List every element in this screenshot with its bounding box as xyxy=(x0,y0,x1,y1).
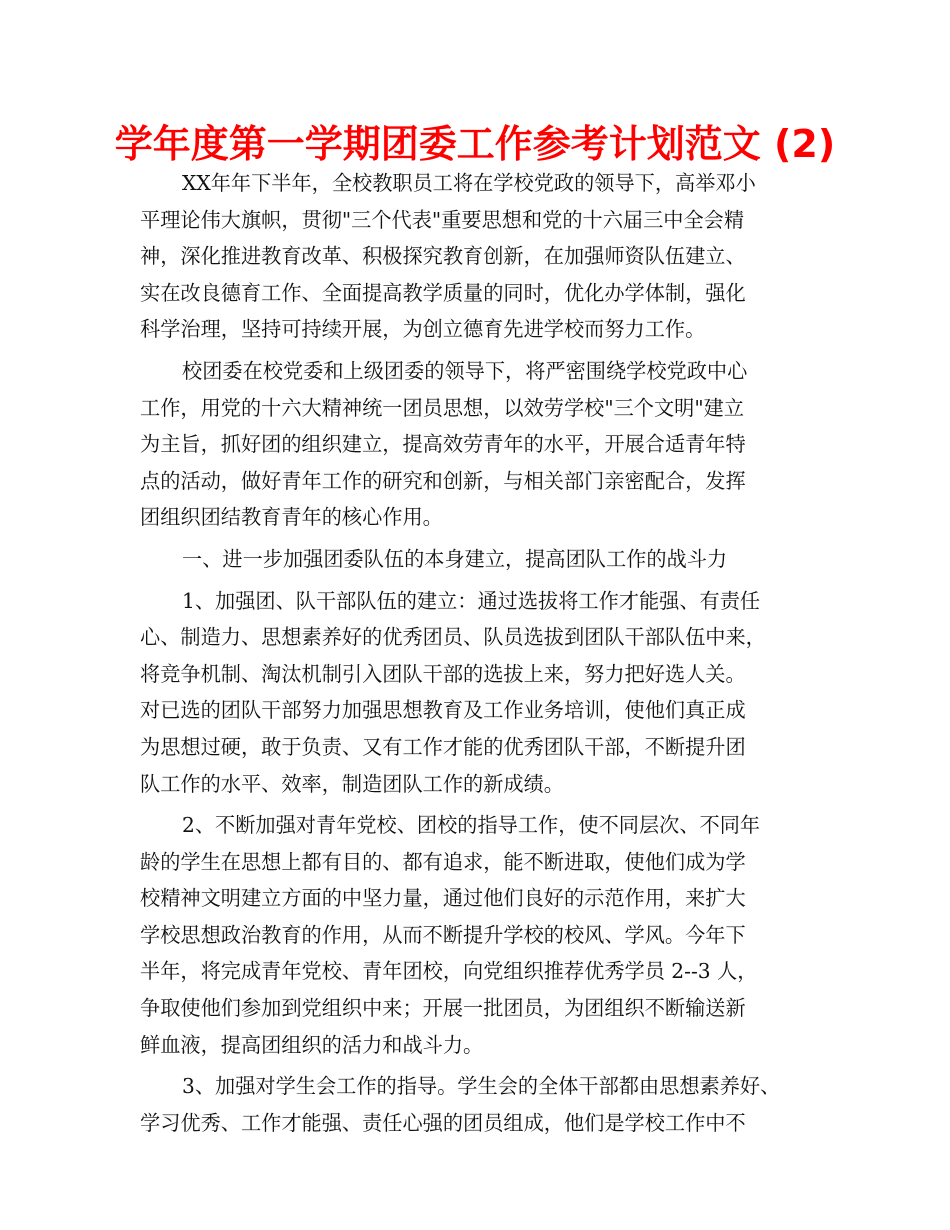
text-line: 将竞争机制、淘汰机制引入团队干部的选拔上来，努力把好选人关。 xyxy=(140,661,746,686)
text-line: 2、不断加强对青年党校、团校的指导工作，使不同层次、不同年 xyxy=(182,813,761,838)
text-line: XX年年下半年，全校教职员工将在学校党政的领导下，高举邓小 xyxy=(182,171,756,195)
paragraph-item-3 xyxy=(140,1068,810,1141)
text-line: 3、加强对学生会工作的指导。学生会的全体干部都由思想素养好、 xyxy=(182,1074,781,1099)
paragraph-item-2 xyxy=(140,807,810,1063)
text-line: 学习优秀、工作才能强、责任心强的团员组成，他们是学校工作中不 xyxy=(140,1110,746,1135)
text-line: 神，深化推进教育改革、积极探究教育创新，在加强师资队伍建立、 xyxy=(140,244,746,269)
text-line: 1、加强团、队干部队伍的建立：通过选拔将工作才能强、有责任 xyxy=(182,588,761,613)
text-line: 队工作的水平、效率，制造团队工作的新成绩。 xyxy=(140,771,564,796)
text-line: 争取使他们参加到党组织中来；开展一批团员，为团组织不断输送新 xyxy=(140,996,746,1021)
text-line: 实在改良德育工作、全面提高教学质量的同时，优化办学体制，强化 xyxy=(140,280,746,305)
text-line: 一、进一步加强团委队伍的本身建立，提高团队工作的战斗力 xyxy=(182,546,728,571)
text-line: 学校思想政治教育的作用，从而不断提升学校的校风、学风。今年下 xyxy=(140,922,746,947)
text-line: 鲜血液，提高团组织的活力和战斗力。 xyxy=(140,1032,484,1057)
paragraph-committee xyxy=(140,353,810,536)
document-body xyxy=(140,165,810,1141)
text-line: 点的活动，做好青年工作的研究和创新，与相关部门亲密配合，发挥 xyxy=(140,468,746,493)
text-line: 平理论伟大旗帜，贯彻"三个代表"重要思想和党的十六届三中全会精 xyxy=(140,207,745,232)
text-line: 校精神文明建立方面的中坚力量，通过他们良好的示范作用，来扩大 xyxy=(140,886,746,911)
text-line: 心、制造力、思想素养好的优秀团员、队员选拔到团队干部队伍中来， xyxy=(140,625,766,650)
text-line: 对已选的团队干部努力加强思想教育及工作业务培训，使他们真正成 xyxy=(140,698,746,723)
paragraph-item-1 xyxy=(140,583,810,803)
text-line: 为主旨，抓好团的组织建立，提高效劳青年的水平，开展合适青年特 xyxy=(140,432,746,457)
document-title: 学年度第一学期团委工作参考计划范文 (2) xyxy=(114,122,836,166)
text-line: 半年，将完成青年党校、青年团校，向党组织推荐优秀学员 2--3 人， xyxy=(140,959,758,984)
text-line: 龄的学生在思想上都有目的、都有追求，能不断进取，使他们成为学 xyxy=(140,849,746,874)
text-line: 科学治理，坚持可持续开展，为创立德育先进学校而努力工作。 xyxy=(140,317,706,342)
text-line: 校团委在校党委和上级团委的领导下，将严密围绕学校党政中心 xyxy=(182,358,748,383)
section-heading xyxy=(140,541,810,578)
paragraph-intro xyxy=(140,165,810,348)
text-line: 团组织团结教育青年的核心作用。 xyxy=(140,505,443,530)
text-line: 工作，用党的十六大精神统一团员思想，以效劳学校"三个文明"建立 xyxy=(140,395,745,420)
text-line: 为思想过硬，敢于负责、又有工作才能的优秀团队干部，不断提升团 xyxy=(140,734,746,759)
